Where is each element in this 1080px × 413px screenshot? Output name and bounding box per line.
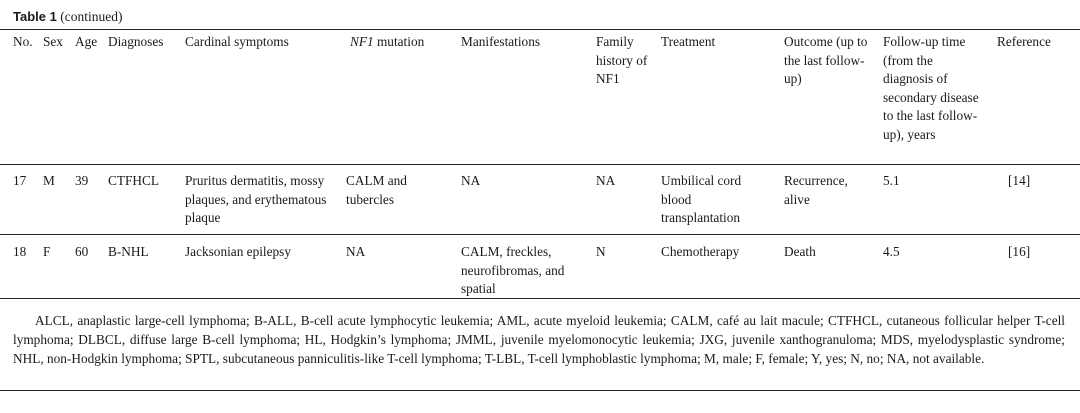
col-cardinal-symptoms: Cardinal symptoms	[185, 34, 289, 49]
cell-cardinal-symptoms: Pruritus dermatitis, mossy plaques, and erythematous plaque	[185, 173, 327, 225]
cell-nf1-mutation: NA	[346, 244, 366, 259]
table-caption-suffix: (continued)	[60, 9, 123, 24]
cell-no: 18	[13, 244, 27, 259]
cell-sex: F	[43, 244, 51, 259]
cell-follow-up-time: 5.1	[883, 173, 900, 188]
cell-diagnoses: B-NHL	[108, 244, 149, 259]
header-rule	[0, 164, 1080, 165]
row-divider	[0, 234, 1080, 235]
cell-outcome: Recurrence, alive	[784, 173, 848, 207]
mutation-label: mutation	[373, 34, 425, 49]
col-nf1-mutation	[346, 33, 461, 165]
cell-no: 17	[13, 173, 27, 188]
top-rule	[0, 29, 1080, 30]
cell-age: 60	[75, 244, 89, 259]
col-outcome: Outcome (up to the last follow-up)	[784, 34, 868, 86]
nf1-gene-label: NF1	[350, 34, 374, 49]
cell-diagnoses: CTFHCL	[108, 173, 159, 188]
cell-reference: [14]	[1008, 173, 1031, 188]
cell-treatment: Chemotherapy	[661, 244, 740, 259]
cell-follow-up-time: 4.5	[883, 244, 900, 259]
col-no: No.	[13, 34, 33, 49]
cell-nf1-mutation: CALM and tubercles	[346, 173, 407, 207]
col-diagnoses: Diagnoses	[108, 34, 164, 49]
cell-cardinal-symptoms: Jacksonian epilepsy	[185, 244, 291, 259]
cell-sex: M	[43, 173, 55, 188]
col-family-history: Family history of NF1	[596, 34, 648, 86]
cell-reference: [16]	[1008, 244, 1031, 259]
cell-outcome: Death	[784, 244, 816, 259]
cell-family-history: N	[596, 244, 606, 259]
col-follow-up-time: Follow-up time (from the diagnosis of secondary disease to the last follow-up), years	[883, 34, 979, 142]
table-row	[0, 165, 1080, 235]
cell-manifestations: NA	[461, 173, 481, 188]
col-manifestations: Manifestations	[461, 34, 541, 49]
cell-age: 39	[75, 173, 89, 188]
table-footnote: ALCL, anaplastic large-cell lymphoma; B-ALL, B-cell acute lymphocytic leukemia; AML, acute myeloid leukemia; CALM, café au lait macule; CTFHCL, cutaneous follicular helper T-cell lymphoma; DLBCL, diffuse large B-cell lymphoma; HL, Hodgkin’s lymphoma; JMML, juvenile myelomonocytic leukemia; JXG, juvenile xanthogranuloma; MDS, myelodysplastic syndrome; NHL, non-Hodgkin lymphoma; SPTL, subcutaneous panniculitis-like T-cell lymphoma; T-LBL, T-cell lymphoblastic lymphoma; M, male; F, female; Y, yes; N, no; NA, not available.	[13, 313, 1065, 366]
table-caption	[13, 9, 122, 25]
cell-family-history: NA	[596, 173, 616, 188]
footnote-rule	[0, 390, 1080, 391]
col-sex: Sex	[43, 34, 63, 49]
table-label: Table 1	[13, 9, 57, 24]
col-age: Age	[75, 34, 98, 49]
cell-manifestations: CALM, freckles, neurofibromas, and spatial	[461, 244, 565, 296]
header-row	[0, 33, 1080, 165]
col-reference: Reference	[997, 34, 1051, 49]
cell-treatment: Umbilical cord blood transplantation	[661, 173, 742, 225]
data-table	[0, 33, 1080, 299]
bottom-rule	[0, 298, 1080, 299]
table-row	[0, 235, 1080, 299]
col-treatment: Treatment	[661, 34, 716, 49]
